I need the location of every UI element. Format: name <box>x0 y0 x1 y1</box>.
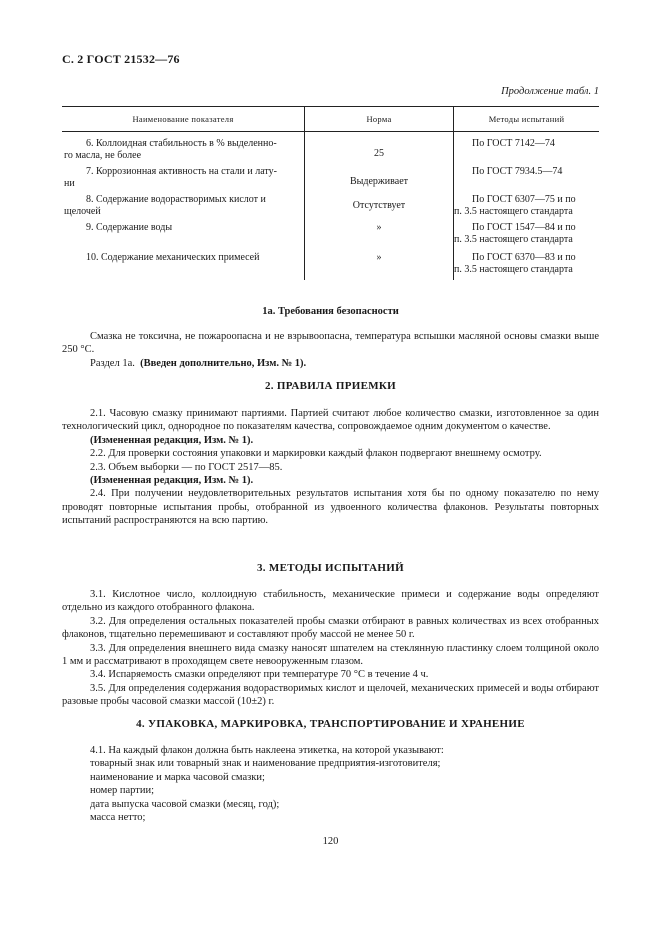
section-2-title: 2. ПРАВИЛА ПРИЕМКИ <box>264 380 397 392</box>
cell-line: По ГОСТ 1547—84 и по <box>472 222 576 233</box>
section-4-body <box>62 744 599 824</box>
column-header-norm: Норма <box>305 107 454 132</box>
list-item: масса нетто; <box>90 812 146 824</box>
page-header: С. 2 ГОСТ 21532—76 <box>62 52 180 66</box>
paragraph: Смазка не токсична, не пожароопасна и не взрывоопасна, температура вспышки масляной основы смазки выше 250 °С. <box>62 331 599 356</box>
section-1a-body <box>62 330 599 370</box>
paragraph <box>62 357 599 370</box>
cell-line: 7. Коррозионная активность на стали и лату- <box>86 166 277 177</box>
cell-line: По ГОСТ 6307—75 и по <box>472 194 576 205</box>
table-row <box>62 132 599 167</box>
table-cell-name <box>62 166 305 194</box>
paragraph: 3.5. Для определения содержания водорастворимых кислот и щелочей, механических примесей и воды отбирают разовые пробы часовой смазки массой (10±2) г. <box>62 682 599 708</box>
table-cell-name <box>62 222 305 252</box>
section-2-body <box>62 407 599 528</box>
paragraph: 3.4. Испаряемость смазки определяют при температуре 70 °С в течение 4 ч. <box>90 669 429 681</box>
cell-value: Отсутствует <box>352 200 406 211</box>
table-cell-norm <box>305 252 454 280</box>
cell-line: 6. Коллоидная стабильность в % выделенно- <box>86 138 277 149</box>
table-cell-method <box>454 252 600 280</box>
section-3-title: 3. МЕТОДЫ ИСПЫТАНИЙ <box>257 562 404 574</box>
paragraph-prefix: Раздел 1а. <box>90 357 135 369</box>
cell-line: По ГОСТ 7142—74 <box>472 138 555 149</box>
section-4-title: 4. УПАКОВКА, МАРКИРОВКА, ТРАНСПОРТИРОВАНИЕ И ХРАНЕНИЕ <box>136 718 525 730</box>
table-cell-norm <box>305 132 454 167</box>
paragraph: 3.1. Кислотное число, коллоидную стабильность, механические примеси и содержание воды определяют отдельно из каждого отобранного флакона. <box>62 589 599 614</box>
paragraph: 3.3. Для определения внешнего вида смазку наносят шпателем на стеклянную пластинку слоем толщиной около 1 мм и рассматривают в проходящем свете невооруженным глазом. <box>62 642 599 668</box>
table-row <box>62 166 599 194</box>
cell-line: По ГОСТ 6370—83 и по <box>472 252 576 263</box>
table-cell-norm <box>305 194 454 222</box>
cell-line: го масла, не более <box>64 150 142 161</box>
cell-line: 8. Содержание водорастворимых кислот и <box>86 194 266 205</box>
cell-line: п. 3.5 настоящего стандарта <box>454 206 573 217</box>
cell-value: 25 <box>374 148 384 159</box>
table-row <box>62 194 599 222</box>
table-cell-name <box>62 132 305 167</box>
table-cell-method <box>454 166 600 194</box>
cell-line: п. 3.5 настоящего стандарта <box>454 264 573 275</box>
table-continuation-label: Продолжение табл. 1 <box>501 86 599 97</box>
paragraph: 3.2. Для определения остальных показателей пробы смазки отбирают в равных количествах из всех отобранных флаконов, тщательно перемешивают и составляют пробу массой не менее 50 г. <box>62 615 599 641</box>
table-cell-name <box>62 194 305 222</box>
section-1a-title: 1а. Требования безопасности <box>262 306 399 317</box>
paragraph: 2.4. При получении неудовлетворительных результатов испытания хотя бы по одному показателю по нему проводят повторные испытания пробы, отобранной из удвоенного количества флаконов. Результаты повторных испытаний распространяются на всю партию. <box>62 488 599 527</box>
cell-value: » <box>376 252 382 263</box>
table-header-row <box>62 107 599 132</box>
paragraph-note: (Измененная редакция, Изм. № 1). <box>90 475 254 487</box>
page-number: 120 <box>322 836 339 847</box>
table-cell-norm <box>305 166 454 194</box>
cell-line: 10. Содержание механических примесей <box>86 252 260 263</box>
paragraph-note: (Введен дополнительно, Изм. № 1). <box>140 357 307 369</box>
paragraph-note: (Измененная редакция, Изм. № 1). <box>90 434 254 446</box>
cell-value: » <box>376 222 382 233</box>
paragraph: 2.3. Объем выборки — по ГОСТ 2517—85. <box>90 461 283 473</box>
column-header-name: Наименование показателя <box>62 107 305 132</box>
table-cell-method <box>454 194 600 222</box>
cell-line: ни <box>64 178 75 189</box>
table-cell-norm <box>305 222 454 252</box>
paragraph: 4.1. На каждый флакон должна быть наклеена этикетка, на которой указывают: <box>90 745 444 756</box>
table-cell-name <box>62 252 305 280</box>
paragraph: 2.1. Часовую смазку принимают партиями. Партией считают любое количество смазки, изготовленное за один технологический цикл, однородное по показателям качества, сопровождаемое одним документом о качестве. <box>62 408 599 433</box>
cell-line: 9. Содержание воды <box>86 222 173 233</box>
column-header-methods: Методы испытаний <box>454 107 600 132</box>
cell-line: По ГОСТ 7934.5—74 <box>472 166 563 177</box>
list-item: наименование и марка часовой смазки; <box>90 771 265 783</box>
section-3-body <box>62 588 599 709</box>
cell-line: п. 3.5 настоящего стандарта <box>454 234 573 245</box>
parameters-table <box>62 106 599 280</box>
table-cell-method <box>454 132 600 167</box>
list-item: товарный знак или товарный знак и наименование предприятия-изготовителя; <box>90 758 441 770</box>
paragraph: 2.2. Для проверки состояния упаковки и маркировки каждый флакон подвергают внешнему осмотру. <box>90 448 542 460</box>
cell-value: Выдерживает <box>349 176 408 187</box>
table-cell-method <box>454 222 600 252</box>
list-item: номер партии; <box>90 785 154 797</box>
cell-line: щелочей <box>64 206 101 217</box>
list-item: дата выпуска часовой смазки (месяц, год); <box>90 798 280 810</box>
table-row <box>62 222 599 252</box>
table-row <box>62 252 599 280</box>
